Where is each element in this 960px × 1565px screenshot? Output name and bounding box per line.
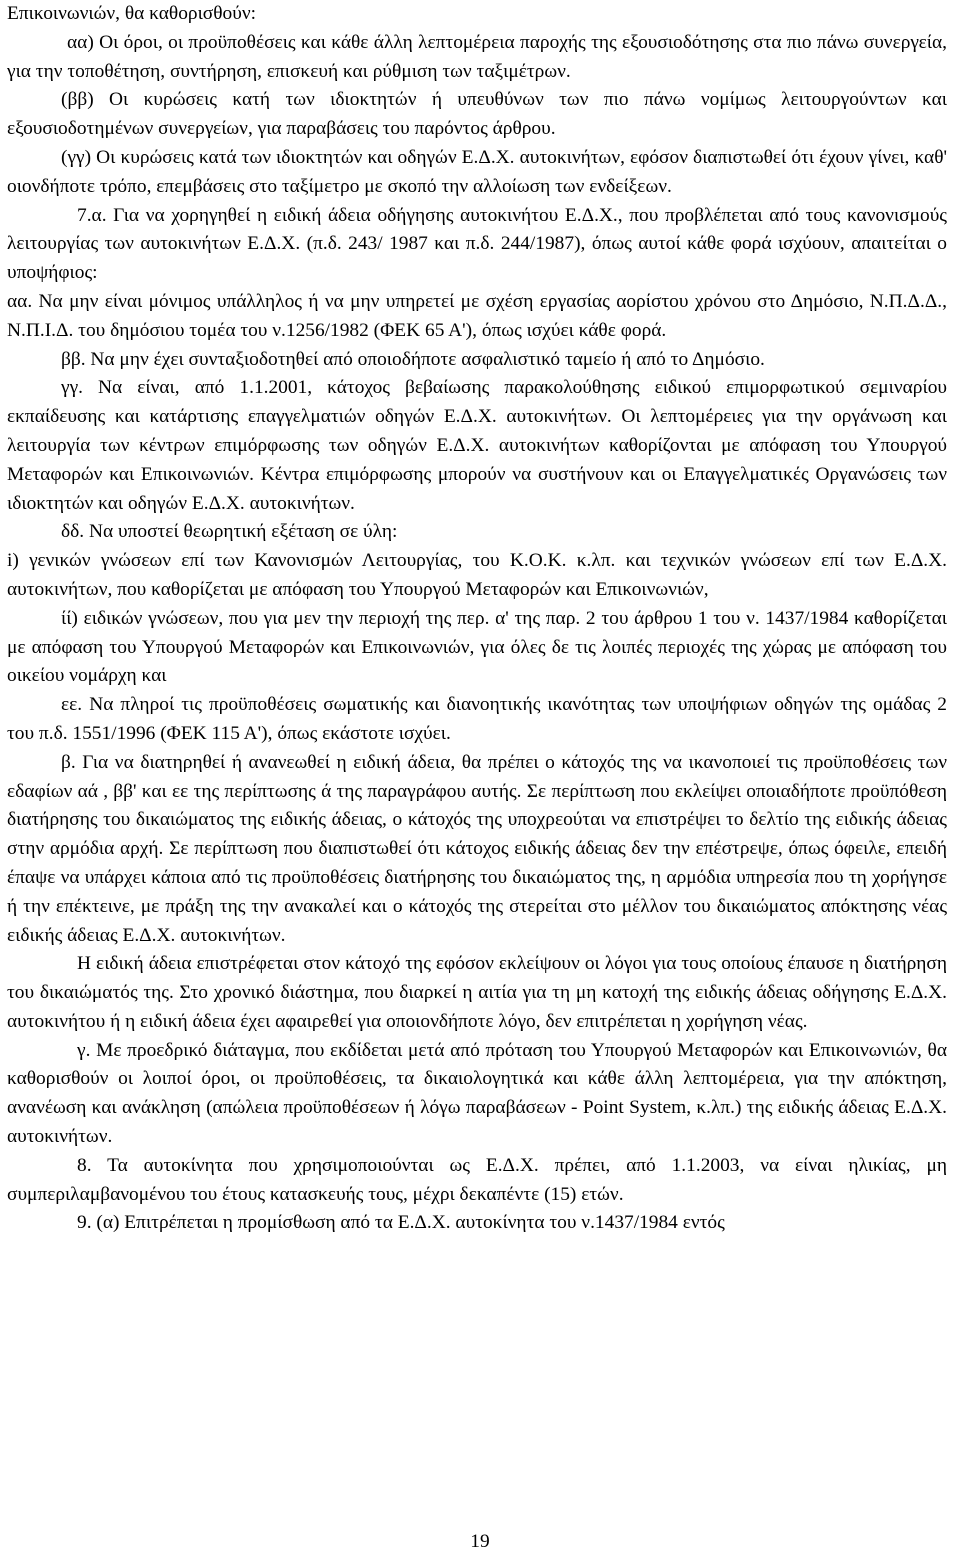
paragraph-7a-aa: αα. Να μην είναι μόνιμος υπάλληλος ή να μην υπηρετεί με σχέση εργασίας αορίστου χρόνου στο Δημόσιο, Ν.Π.Δ.Δ., Ν.Π.Ι.Δ. του δημόσιου τομέα του ν.1256/1982 (ΦΕΚ 65 Α'), όπως ισχύει κάθε φορά. bbox=[7, 290, 947, 341]
paragraph-7a-dd: δδ. Να υποστεί θεωρητική εξέταση σε ύλη: bbox=[61, 521, 398, 543]
paragraph-7a-ee: εε. Να πληροί τις προϋποθέσεις σωματικής και διανοητικής ικανότητας των υποψήφιων οδηγών της ομάδας 2 του π.δ. 1551/1996 (ΦΕΚ 115 Α'), όπως εκάστοτε ισχύει. bbox=[7, 694, 947, 744]
paragraph-7a-dd-ii: ίί) ειδικών γνώσεων, που για μεν την περιοχή της περ. α' της παρ. 2 του άρθρου 1 του ν. 1437/1984 καθορίζεται με απόφαση του Υπουργού Μεταφορών και Επικοινωνιών, για όλες δε τις λοιπές περιοχές της χώρας με απόφαση του οικείου νομάρχη και bbox=[7, 607, 947, 687]
paragraph-7a-bb: ββ. Να μην έχει συνταξιοδοτηθεί από οποιοδήποτε ασφαλιστικό ταμείο ή από το Δημόσιο. bbox=[61, 348, 765, 370]
paragraph-7c: γ. Με προεδρικό διάταγμα, που εκδίδεται μετά από πρόταση του Υπουργού Μεταφορών και Επικοινωνιών, θα καθορισθούν οι λοιποί όροι, οι προϋποθέσεις, τα δικαιολογητικά και κάθε άλλη λεπτομέρεια, για την απόκτηση, ανανέωση και ανάκληση (απώλεια προϋποθέσεων ή λόγω παραβάσεων - Point System, κ.λπ.) της ειδικής άδειας Ε.Δ.Χ. αυτοκινήτων. bbox=[7, 1039, 947, 1148]
paragraph-7a: 7.α. Για να χορηγηθεί η ειδική άδεια οδήγησης αυτοκινήτου Ε.Δ.Χ., που προβλέπεται από τους κανονισμούς λειτουργίας των αυτοκινήτων Ε.Δ.Χ. (π.δ. 243/ 1987 και π.δ. 244/1987), όπως αυτοί κάθε φορά ισχύουν, απαιτείται ο υποψήφιος: bbox=[7, 204, 947, 284]
paragraph-7b-return: Η ειδική άδεια επιστρέφεται στον κάτοχό της εφόσον εκλείψουν οι λόγοι για τους οποίους έπαυσε η διατήρηση του δικαιώματός της. Στο χρονικό διάστημα, που διαρκεί η αιτία για τη μη κατοχή της ειδικής άδειας οδήγησης Ε.Δ.Χ. αυτοκινήτου ή η ειδική άδεια έχει αφαιρεθεί για οποιονδήποτε λόγο, δεν επιτρέπεται η χορήγηση νέας. bbox=[7, 953, 947, 1032]
paragraph-aa: αα) Οι όροι, οι προϋποθέσεις και κάθε άλλη λεπτομέρεια παροχής της εξουσιοδότησης στα πιο πάνω συνεργεία, για την τοποθέτηση, συντήρηση, επισκευή και ρύθμιση των ταξιμέτρων. bbox=[7, 31, 947, 82]
paragraph-7b: β. Για να διατηρηθεί ή ανανεωθεί η ειδική άδεια, θα πρέπει ο κάτοχός της να ικανοποιεί τις προϋποθέσεις των εδαφίων αά , ββ' και εε της περίπτωσης ά της παραγράφου αυτής. Σε περίπτωση που εκλείψει οποιαδήποτε προϋπόθεση διατήρησης του δικαιώματος της ειδικής άδειας, ο κάτοχός της υποχρεούται να επιστρέψει το δελτίο της ειδικής άδειας στην αρμόδια αρχή. Σε περίπτωση που διαπιστωθεί ότι κάτοχος ειδικής άδειας δεν την επέστρεψε, όπως όφειλε, επειδή έπαψε να υπάρχει κάποια από τις προϋποθέσεις διατήρησης του δικαιώματος της, η αρμόδια υπηρεσία που τη χορήγησε ή την επέκτεινε, με πράξη της την ανακαλεί και ο κάτοχός της στερείται στο μέλλον του δικαιώματος απόκτησης νέας ειδικής άδειας Ε.Δ.Χ. αυτοκινήτων. bbox=[7, 751, 947, 946]
paragraph-bb: (ββ) Οι κυρώσεις κατή των ιδιοκτητών ή υπευθύνων των πιο πάνω νομίμως λειτουργούντων και εξουσιοδοτημένων συνεργείων, για παραβάσεις του παρόντος άρθρου. bbox=[7, 89, 947, 140]
paragraph-gg: (γγ) Οι κυρώσεις κατά των ιδιοκτητών και οδηγών Ε.Δ.Χ. αυτοκινήτων, εφόσον διαπιστωθεί ότι έχουν γίνει, καθ' οιονδήποτε τρόπο, επεμβάσεις στο ταξίμετρο με σκοπό την αλλοίωση των ενδείξεων. bbox=[7, 146, 947, 197]
paragraph-7a-gg: γγ. Να είναι, από 1.1.2001, κάτοχος βεβαίωσης παρακολούθησης ειδικού επιμορφωτικού σεμιναρίου εκπαίδευσης και κατάρτισης επαγγελματιών οδηγών Ε.Δ.Χ. αυτοκινήτων. Οι λεπτομέρειες για την οργάνωση και λειτουργία των κέντρων επιμόρφωσης των οδηγών Ε.Δ.Χ. αυτοκινήτων καθορίζονται με απόφαση του Υπουργού Μεταφορών και Επικοινωνιών. Κέντρα επιμόρφωσης μπορούν να συστήνουν και οι Επαγγελματικές Οργανώσεις των ιδιοκτητών και οδηγών Ε.Δ.Χ. αυτοκινήτων. bbox=[7, 377, 947, 514]
paragraph-8: 8. Τα αυτοκίνητα που χρησιμοποιούνται ως Ε.Δ.Χ. πρέπει, από 1.1.2003, να είναι ηλικίας, μη συμπεριλαμβανομένου του έτους κατασκευής τους, μέχρι δεκαπέντε (15) ετών. bbox=[7, 1154, 947, 1205]
paragraph-intro: Επικοινωνιών, θα καθορισθούν: bbox=[7, 3, 256, 24]
page-number: 19 bbox=[470, 1531, 490, 1552]
paragraph-7a-dd-i: i) γενικών γνώσεων επί των Κανονισμών Λειτουργίας, του Κ.Ο.Κ. κ.λπ. και τεχνικών γνώσεων επί των Ε.Δ.Χ. αυτοκινήτων, που καθορίζεται με απόφαση του Υπουργού Μεταφορών και Επικοινωνιών, bbox=[7, 550, 947, 600]
paragraph-9: 9. (α) Επιτρέπεται η προμίσθωση από τα Ε.Δ.Χ. αυτοκίνητα του ν.1437/1984 εντός bbox=[77, 1212, 725, 1234]
